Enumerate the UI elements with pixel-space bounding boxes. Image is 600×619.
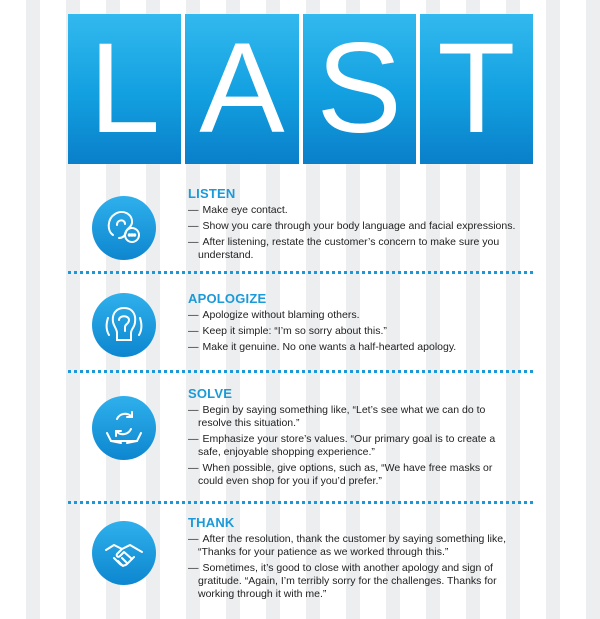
dotted-separator bbox=[68, 370, 533, 373]
list-item: — Keep it simple: “I’m so sorry about this.” bbox=[188, 325, 518, 338]
dotted-separator bbox=[68, 271, 533, 274]
list-item: — Emphasize your store’s values. “Our primary goal is to create a safe, enjoyable shopping experience.” bbox=[188, 433, 518, 459]
list-item: — After listening, restate the customer’s concern to make sure you understand. bbox=[188, 236, 518, 262]
ear-speech-icon bbox=[92, 196, 156, 260]
handshake-icon bbox=[92, 521, 156, 585]
list-item: — Make it genuine. No one wants a half-hearted apology. bbox=[188, 341, 518, 354]
list-item: — Make eye contact. bbox=[188, 204, 518, 217]
list-item: — After the resolution, thank the customer by saying something like, “Thanks for your patience as we worked through this.” bbox=[188, 533, 518, 559]
section-heading: LISTEN bbox=[188, 186, 236, 201]
letter-tile-t bbox=[420, 14, 533, 164]
letter-tile-s bbox=[303, 14, 416, 164]
section-heading: SOLVE bbox=[188, 386, 233, 401]
letter-t: T bbox=[437, 17, 516, 160]
letter-tile-a bbox=[185, 14, 298, 164]
list-item: — Sometimes, it’s good to close with another apology and sign of gratitude. “Again, I’m terribly sorry for the challenges. Thanks for working through it with me.” bbox=[188, 562, 518, 601]
dotted-separator bbox=[68, 501, 533, 504]
list-item: — Show you care through your body language and facial expressions. bbox=[188, 220, 518, 233]
section-heading: THANK bbox=[188, 515, 235, 530]
head-profile-icon bbox=[92, 293, 156, 357]
list-item: — When possible, give options, such as, “We have free masks or could even shop for you if you’d prefer.” bbox=[188, 462, 518, 488]
letter-a: A bbox=[199, 17, 285, 160]
last-banner bbox=[68, 14, 533, 164]
letter-l: L bbox=[89, 17, 161, 160]
hands-refresh-icon bbox=[92, 396, 156, 460]
list-item: — Apologize without blaming others. bbox=[188, 309, 518, 322]
list-item: — Begin by saying something like, “Let’s see what we can do to resolve this situation.” bbox=[188, 404, 518, 430]
letter-tile-l bbox=[68, 14, 181, 164]
letter-s: S bbox=[316, 17, 402, 160]
section-heading: APOLOGIZE bbox=[188, 291, 267, 306]
